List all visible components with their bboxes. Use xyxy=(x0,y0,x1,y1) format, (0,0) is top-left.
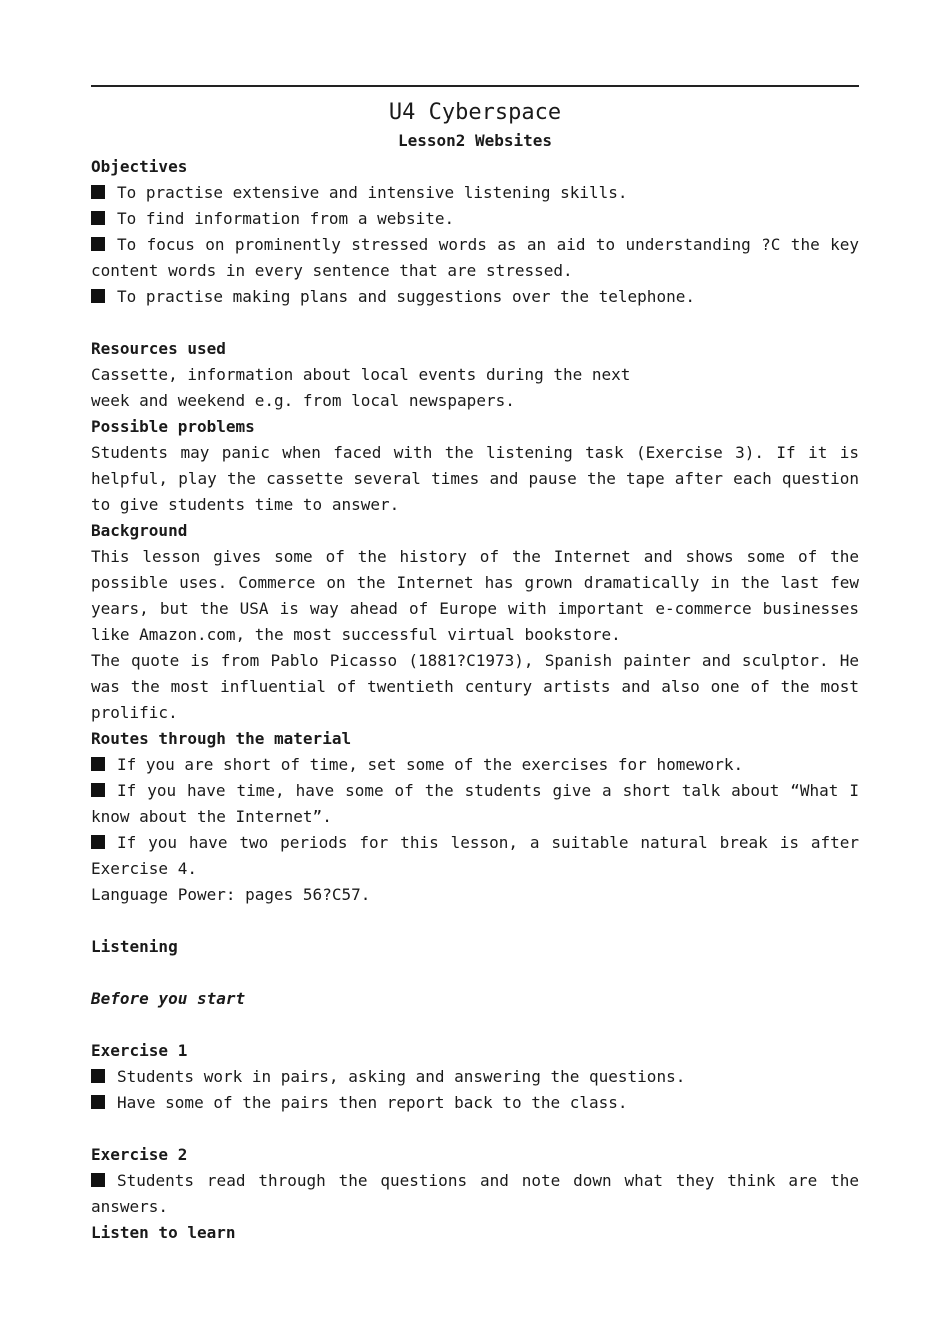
exercise-2-item: Students read through the questions and note down what they think are the answers. xyxy=(91,1171,859,1216)
bullet-square-icon xyxy=(91,835,105,849)
lesson-title: Lesson2 Websites xyxy=(397,131,553,150)
exercise-1-item: Have some of the pairs then report back to the class. xyxy=(91,1090,859,1116)
bullet-square-icon xyxy=(91,237,105,251)
objectives-heading: Objectives xyxy=(91,157,188,176)
objective-item: To find information from a website. xyxy=(91,206,859,232)
before-you-start-heading: Before you start xyxy=(91,989,246,1008)
route-item: If you have time, have some of the students give a short talk about “What I know about the Internet”. xyxy=(91,781,859,826)
objective-item: To practise making plans and suggestions over the telephone. xyxy=(91,284,859,310)
bullet-square-icon xyxy=(91,289,105,303)
listen-to-learn-heading: Listen to learn xyxy=(91,1223,236,1242)
document-body xyxy=(91,98,859,1246)
routes-heading: Routes through the material xyxy=(91,729,352,748)
bullet-square-icon xyxy=(91,1095,105,1109)
route-item: If you have two periods for this lesson, a suitable natural break is after Exercise 4. xyxy=(91,833,859,878)
spacer xyxy=(91,310,859,336)
bullet-square-icon xyxy=(91,185,105,199)
unit-title: U4 Cyberspace xyxy=(388,100,562,125)
exercise-1-item: Students work in pairs, asking and answering the questions. xyxy=(91,1064,859,1090)
resources-text: Cassette, information about local events during the next xyxy=(91,365,631,384)
background-paragraph: The quote is from Pablo Picasso (1881?C1973), Spanish painter and sculptor. He was the most influential of twentieth century artists and also one of the most prolific. xyxy=(91,651,859,722)
resources-text: week and weekend e.g. from local newspapers. xyxy=(91,391,515,410)
objective-item: To practise extensive and intensive listening skills. xyxy=(91,180,859,206)
exercise-1-heading: Exercise 1 xyxy=(91,1041,188,1060)
bullet-square-icon xyxy=(91,211,105,225)
resources-heading: Resources used xyxy=(91,339,226,358)
objective-item: To focus on prominently stressed words as an aid to understanding ?C the key content words in every sentence that are stressed. xyxy=(91,235,859,280)
header-rule xyxy=(91,85,859,87)
bullet-square-icon xyxy=(91,1069,105,1083)
language-power-text: Language Power: pages 56?C57. xyxy=(91,885,371,904)
bullet-square-icon xyxy=(91,1173,105,1187)
route-item: If you are short of time, set some of the exercises for homework. xyxy=(91,752,859,778)
background-paragraph: This lesson gives some of the history of the Internet and shows some of the possible uses. Commerce on the Internet has grown dramatically in the last few years, but the USA is way ahead of Europe with important e-commerce businesses like Amazon.com, the most successful virtual bookstore. xyxy=(91,547,859,644)
bullet-square-icon xyxy=(91,783,105,797)
problems-text: Students may panic when faced with the listening task (Exercise 3). If it is helpful, play the cassette several times and pause the tape after each question to give students time to answer. xyxy=(91,443,859,514)
spacer xyxy=(91,960,859,986)
bullet-square-icon xyxy=(91,757,105,771)
listening-heading: Listening xyxy=(91,937,178,956)
background-heading: Background xyxy=(91,521,188,540)
spacer xyxy=(91,908,859,934)
spacer xyxy=(91,1116,859,1142)
spacer xyxy=(91,1012,859,1038)
problems-heading: Possible problems xyxy=(91,417,255,436)
exercise-2-heading: Exercise 2 xyxy=(91,1145,188,1164)
